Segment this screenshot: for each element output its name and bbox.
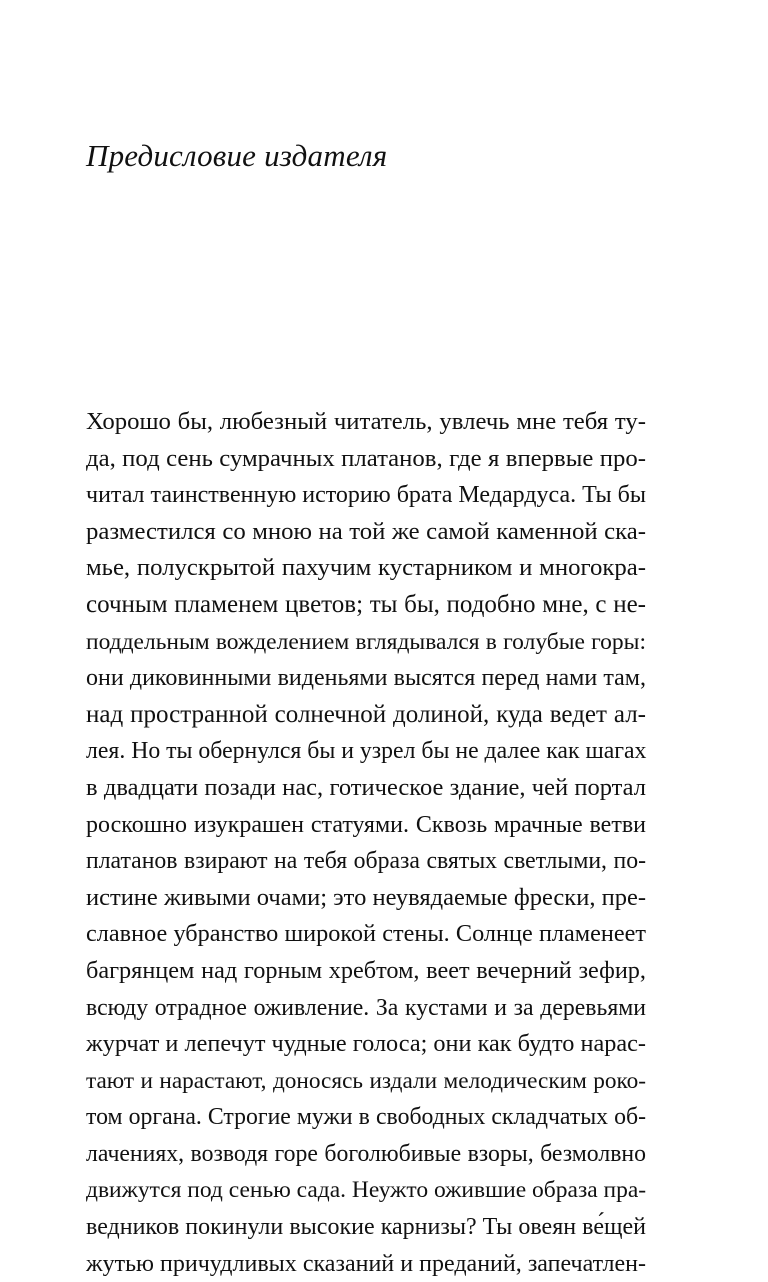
text-line: Хорошо бы, любезный читатель, увлечь мне тебя ту- [86, 408, 646, 435]
text-line: они диковинными виденьями высятся перед нами там, [86, 665, 646, 692]
text-line: жутью причудливых сказаний и преданий, запечатлен- [86, 1250, 646, 1277]
chapter-heading: Предисловие издателя [86, 138, 388, 173]
text-line: журчат и лепечут чудные голоса; они как будто нарас- [86, 1030, 646, 1058]
text-line: движутся под сенью сада. Неужто ожившие образа пра- [86, 1177, 647, 1204]
text-line: над пространной солнечной долиной, куда ведет ал- [86, 700, 646, 728]
text-line: читал таинственную историю брата Медардуса. Ты бы [86, 482, 647, 509]
text-line: лея. Но ты обернулся бы и узрел бы не далее как шагах [86, 738, 647, 765]
text-line: том органа. Строгие мужи в свободных складчатых об- [86, 1104, 646, 1131]
text-line: платанов взирают на тебя образа святых светлыми, по- [86, 848, 646, 875]
text-line: поддельным вожделением вглядывался в голубые горы: [86, 628, 646, 655]
text-line: мье, полускрытой пахучим кустарником и многокра- [86, 554, 646, 582]
text-line: славное убранство широкой стены. Солнце пламенеет [86, 920, 646, 948]
text-line: в двадцати позади нас, готическое здание, чей портал [86, 773, 646, 801]
text-line: багрянцем над горным хребтом, веет вечерний зефир, [86, 956, 646, 984]
text-line: лачениях, возводя горе боголюбивые взоры, безмолвно [86, 1140, 646, 1167]
text-line: да, под сень сумрачных платанов, где я впервые про- [86, 444, 646, 472]
body-text [86, 404, 646, 1282]
text-line: сочным пламенем цветов; ты бы, подобно мне, с не- [86, 590, 646, 618]
text-line: разместился со мною на той же самой каменной ска- [86, 517, 646, 545]
text-line: роскошно изукрашен статуями. Сквозь мрачные ветви [86, 811, 646, 838]
text-line: тают и нарастают, доносясь издали мелодическим роко- [86, 1067, 646, 1094]
text-line: истине живыми очами; это неувядаемые фрески, пре- [86, 883, 646, 911]
text-line: ведников покинули высокие карнизы? Ты овеян ве́щей [86, 1214, 646, 1241]
text-line: всюду отрадное оживление. За кустами и за деревьями [86, 994, 646, 1021]
